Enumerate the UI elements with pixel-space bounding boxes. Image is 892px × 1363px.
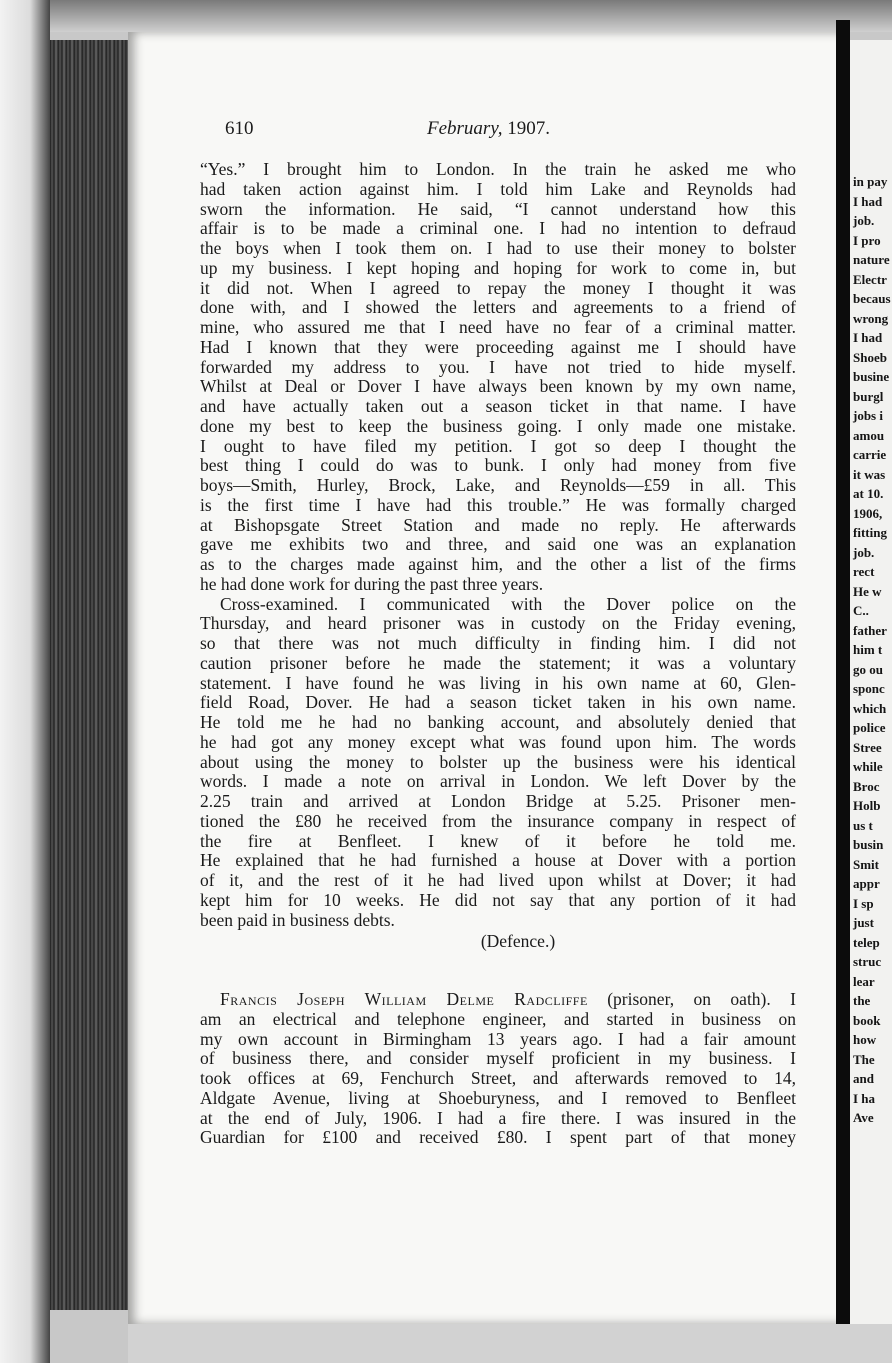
defence-line: Guardian for £100 and received £80. I spent part of that money — [200, 1127, 796, 1148]
cross-examination-line: he had got any money except what was found upon him. The words — [200, 731, 796, 752]
running-head — [427, 118, 550, 140]
testimony-line: mine, who assured me that I need have no fear of a criminal matter. — [200, 317, 796, 337]
testimony-line: done with, and I showed the letters and agreements to a friend of — [200, 297, 796, 318]
facing-page-fragment: burgl — [853, 388, 884, 404]
facing-page-fragment: I sp — [853, 895, 874, 911]
facing-page-fragment: Shoeb — [853, 349, 887, 365]
book-spine — [836, 20, 850, 1330]
facing-page-fragment: and — [853, 1071, 874, 1086]
testimony-line: boys—Smith, Hurley, Brock, Lake, and Reynolds—£59 in all. This — [200, 475, 796, 495]
facing-page-fragment: which — [853, 700, 887, 716]
facing-page-fragment: how — [853, 1032, 877, 1047]
defence-line: my own account in Birmingham 13 years ago. I had a fair amount — [200, 1028, 796, 1049]
cross-examination-line: He told me he had no banking account, and absolutely denied that — [200, 712, 796, 732]
scan-bottom-edge — [128, 1324, 892, 1363]
facing-page-fragment: it was — [853, 466, 886, 482]
facing-page-fragment: at 10. — [853, 486, 884, 501]
testimony-line: best thing I could do was to bunk. I only had money from five — [200, 455, 796, 476]
defence-first-line — [200, 990, 796, 1010]
facing-page-edge — [850, 40, 892, 1340]
facing-page-fragment: rect — [853, 564, 875, 579]
facing-page-fragment: book — [853, 1012, 881, 1028]
facing-page-fragment: fitting — [853, 525, 887, 540]
facing-page-fragment: Ave — [853, 1110, 874, 1125]
facing-page-fragment: us t — [853, 817, 873, 833]
page-gutter-shadow — [50, 40, 140, 1310]
facing-page-fragment: jobs i — [853, 408, 883, 423]
facing-page-fragment: sponc — [853, 681, 885, 696]
testimony-line: it did not. When I agreed to repay the money I thought it was — [200, 277, 796, 298]
facing-page-fragment: lear — [853, 973, 875, 989]
cross-examination-paragraph — [200, 595, 796, 931]
facing-page-fragment: telep — [853, 934, 880, 950]
facing-page-fragment: I ha — [853, 1090, 876, 1106]
defendant-name: Francis Joseph William Delme Radcliffe — [220, 989, 588, 1009]
running-head-year: 1907. — [507, 118, 550, 139]
left-book-edge — [0, 0, 50, 1363]
defence-first-line-rest: (prisoner, on oath). I — [607, 989, 797, 1009]
testimony-line: he had done work for during the past three years. — [200, 573, 544, 594]
defence-paragraph — [200, 990, 796, 1148]
scan-top-edge — [0, 0, 892, 32]
section-heading: (Defence.) — [480, 931, 556, 952]
testimony-line: “Yes.” I brought him to London. In the train he asked me who — [200, 159, 796, 179]
cross-examination-line: of it, and the rest of it he had lived upon whilst at Dover; it had — [200, 870, 796, 890]
facing-page-fragment: struc — [853, 954, 882, 969]
facing-page-fragment: appr — [853, 876, 880, 891]
defence-line: am an electrical and telephone engineer, and started in business on — [200, 1008, 796, 1029]
defence-line: took offices at 69, Fenchurch Street, and afterwards removed to 14, — [200, 1068, 796, 1088]
running-head-month: February, — [427, 118, 503, 139]
facing-page-fragment: wrong — [853, 310, 889, 326]
cross-examination-line: Cross-examined. I communicated with the Dover police on the — [220, 593, 796, 614]
facing-page-fragments — [850, 40, 892, 1125]
facing-page-fragment: police — [853, 720, 886, 735]
cross-examination-line: field Road, Dover. He had a season ticket taken in his own name. — [200, 692, 796, 713]
cross-examination-line: 2.25 train and arrived at London Bridge at 5.25. Prisoner men- — [200, 791, 796, 811]
cross-examination-line: so that there was not much difficulty in finding him. I did not — [200, 633, 796, 653]
testimony-line: had taken action against him. I told him Lake and Reynolds had — [200, 178, 796, 199]
facing-page-fragment: nature — [853, 252, 890, 267]
testimony-line: sworn the information. He said, “I cannot understand how this — [200, 198, 796, 219]
facing-page-fragment: Holb — [853, 798, 881, 813]
cross-examination-line: tioned the £80 he received from the insurance company in respect of — [200, 810, 796, 831]
facing-page-fragment: just — [853, 915, 874, 930]
facing-page-fragment: I pro — [853, 232, 881, 248]
defence-lines — [200, 1010, 796, 1148]
defence-line: Aldgate Avenue, living at Shoeburyness, and I removed to Benfleet — [200, 1087, 796, 1108]
cross-examination-line: He explained that he had furnished a house at Dover with a portion — [200, 850, 796, 871]
page-number: 610 — [225, 118, 254, 139]
testimony-line: affair is to be made a criminal one. I had no intention to defraud — [200, 218, 796, 239]
cross-examination-line: the fire at Benfleet. I knew of it before he told me. — [200, 830, 796, 851]
facing-page-fragment: I had — [853, 330, 883, 345]
defence-line: at the end of July, 1906. I had a fire there. I was insured in the — [200, 1107, 796, 1128]
testimony-line: up my business. I kept hoping and hoping for work to come in, but — [200, 257, 796, 278]
testimony-line: is the first time I have had this trouble.” He was formally charged — [200, 494, 796, 515]
facing-page-fragment: in pay — [853, 174, 888, 189]
facing-page-fragment: while — [853, 759, 883, 774]
facing-page-fragment: Stree — [853, 739, 882, 755]
cross-examination-line: caution prisoner before he made the statement; it was a voluntary — [200, 652, 796, 673]
facing-page-fragment: He w — [853, 583, 882, 599]
testimony-line: Whilst at Deal or Dover I have always been known by my own name, — [200, 376, 796, 397]
facing-page-fragment: C.. — [853, 603, 869, 618]
facing-page-fragment: go ou — [853, 661, 883, 677]
facing-page-fragment: Broc — [853, 778, 880, 794]
facing-page-fragment: becaus — [853, 291, 891, 306]
facing-page-fragment: the — [853, 993, 871, 1008]
testimony-line: Had I known that they were proceeding against me I should have — [200, 336, 796, 357]
facing-page-fragment: I had — [853, 193, 883, 209]
cross-examination-line: words. I made a note on arrival in London. We left Dover by the — [200, 771, 796, 792]
page-body — [200, 160, 796, 1148]
defence-line: of business there, and consider myself proficient in my business. I — [200, 1048, 796, 1069]
cross-examination-line: Thursday, and heard prisoner was in custody on the Friday evening, — [200, 613, 796, 634]
facing-page-fragment: him t — [853, 642, 883, 657]
facing-page-fragment: 1906, — [853, 505, 883, 521]
testimony-line: and have actually taken out a season ticket in that name. I have — [200, 396, 796, 416]
testimony-line: gave me exhibits two and three, and said one was an explanation — [200, 534, 796, 555]
cross-examination-line: about using the money to bolster up the business were his identical — [200, 751, 796, 772]
testimony-line: the boys when I took them on. I had to use their money to bolster — [200, 238, 796, 258]
testimony-line: as to the charges made against him, and the other a list of the firms — [200, 554, 796, 574]
testimony-paragraph — [200, 160, 796, 595]
facing-page-fragment: Smit — [853, 856, 879, 872]
testimony-line: forwarded my address to you. I have not tried to hide myself. — [200, 356, 796, 377]
facing-page-fragment: Electr — [853, 271, 887, 287]
testimony-line: at Bishopsgate Street Station and made no reply. He afterwards — [200, 514, 796, 535]
facing-page-fragment: amou — [853, 427, 885, 443]
facing-page-fragment: busine — [853, 369, 890, 384]
facing-page-fragment: busin — [853, 837, 884, 852]
facing-page-fragment: carrie — [853, 447, 887, 462]
page-header — [225, 118, 825, 144]
cross-examination-line: statement. I have found he was living in his own name at 60, Glen- — [200, 672, 796, 693]
testimony-line: done my best to keep the business going. I only made one mistake. — [200, 415, 796, 436]
cross-examination-line: kept him for 10 weeks. He did not say that any portion of it had — [200, 889, 796, 910]
facing-page-fragment: The — [853, 1051, 875, 1067]
facing-page-fragment: father — [853, 622, 887, 638]
facing-page-fragment: job. — [853, 213, 875, 228]
cross-examination-line: been paid in business debts. — [200, 909, 395, 930]
facing-page-fragment: job. — [853, 544, 875, 560]
testimony-line: I ought to have filed my petition. I got so deep I thought the — [200, 435, 796, 456]
